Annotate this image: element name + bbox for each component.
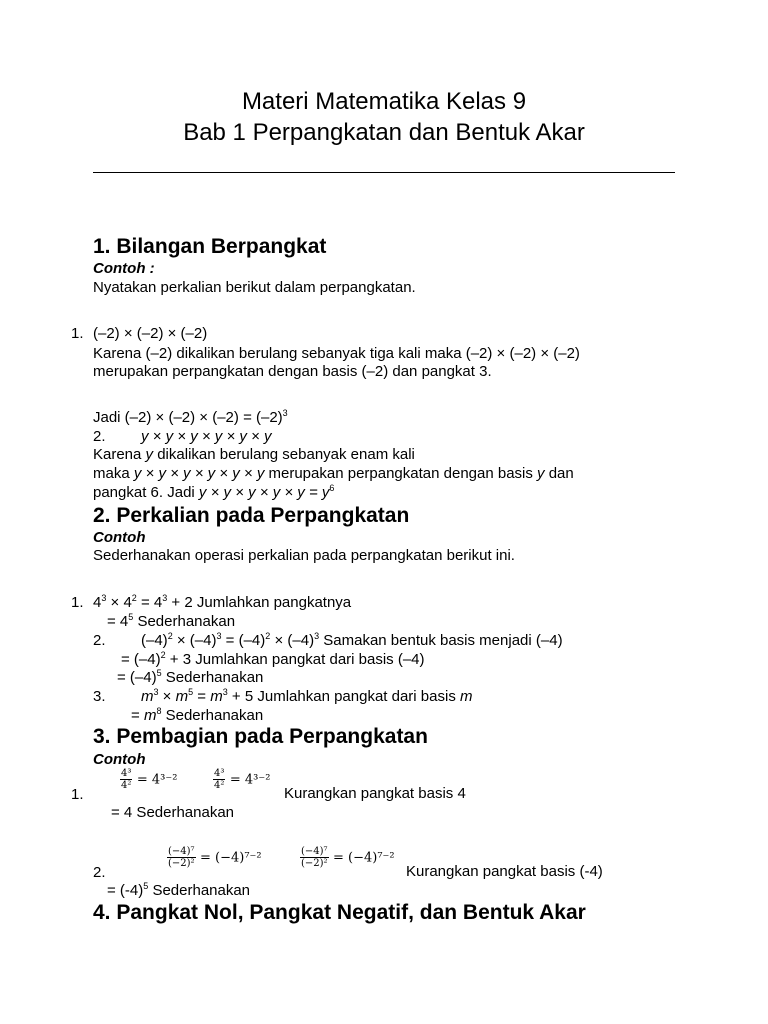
s1-example-2-explanation-cont: maka y × y × y × y × y × y merupakan perpangkatan dengan basis y dan xyxy=(93,465,574,482)
s2-item-2-step-1: $(-4)^2 \times (-4)^3 = (-4)^2 \times (-4)^3$ Samakan bentuk basis menjadi (–4) xyxy=(141,631,563,649)
s2-item-3-step-1: $m^3 \times m^5 = m^3 + 5$ Jumlahkan pangkat dari basis m xyxy=(141,687,473,705)
section-4-heading: 4. Pangkat Nol, Pangkat Negatif, dan Bentuk Akar xyxy=(93,901,586,924)
s3-example-1-formula-a: $\frac{\text{4³}}{\text{4²}}$ = 4³⁻² xyxy=(121,768,178,791)
s3-example-2-formula-a: $\frac{\text{(−4)⁷}}{\text{(−2)²}}$ = (−4)⁷⁻² xyxy=(168,846,262,869)
section-3-heading: 3. Pembagian pada Perpangkatan xyxy=(93,725,428,748)
s2-item-2-number: 2. xyxy=(93,632,106,649)
s3-example-2-note: Kurangkan pangkat basis (-4) xyxy=(406,863,603,880)
title-divider xyxy=(93,172,675,173)
s1-example-1-explanation-cont: merupakan perpangkatan dengan basis (–2) dan pangkat 3. xyxy=(93,363,492,380)
s2-item-3-step-2: = $m^8$ Sederhanakan xyxy=(131,706,264,724)
s1-example-1-conclusion: Jadi $(-2) \times (-2) \times (-2) = (-2)^3$ xyxy=(93,408,288,426)
s1-example-2-expression: y × y × y × y × y × y xyxy=(141,428,272,445)
s1-example-1-expression: (–2) × (–2) × (–2) xyxy=(93,325,208,342)
s3-example-2-number: 2. xyxy=(93,864,106,881)
section-1-contoh-label: Contoh : xyxy=(93,260,155,277)
s2-item-1-step-2: = $4^5$ Sederhanakan xyxy=(107,612,236,630)
document-title: Materi Matematika Kelas 9 xyxy=(241,88,527,115)
s3-example-2-result: = $(-4)^5$ Sederhanakan xyxy=(107,881,251,899)
document-subtitle: Bab 1 Perpangkatan dan Bentuk Akar xyxy=(183,119,585,146)
s1-example-2-explanation: Karena y dikalikan berulang sebanyak enam kali xyxy=(93,446,415,463)
s2-item-1-number: 1. xyxy=(71,594,84,611)
section-1-heading: 1. Bilangan Berpangkat xyxy=(93,235,327,258)
s2-item-1-step-1: $4^3 \times 4^2 = 4^3 + 2$ Jumlahkan pangkatnya xyxy=(93,593,352,611)
s3-example-1-number: 1. xyxy=(71,786,84,803)
s3-example-1-formula-b: $\frac{\text{4³}}{\text{4²}}$ = 4³⁻² xyxy=(214,768,271,791)
s2-item-2-step-3: = $(-4)^5$ Sederhanakan xyxy=(117,668,264,686)
s3-example-1-result: = 4 Sederhanakan xyxy=(111,804,235,821)
section-2-heading: 2. Perkalian pada Perpangkatan xyxy=(93,504,410,527)
s3-example-2-formula-b: $\frac{\text{(−4)⁷}}{\text{(−2)²}}$ = (−4)⁷⁻² xyxy=(301,846,395,869)
s2-item-3-number: 3. xyxy=(93,688,106,705)
section-1-intro: Nyatakan perkalian berikut dalam perpangkatan. xyxy=(93,279,416,296)
section-2-intro: Sederhanakan operasi perkalian pada perpangkatan berikut ini. xyxy=(93,547,515,564)
section-2-contoh-label: Contoh xyxy=(93,529,146,546)
s1-example-1-explanation: Karena (–2) dikalikan berulang sebanyak tiga kali maka (–2) × (–2) × (–2) xyxy=(93,345,580,362)
s1-example-2-conclusion: pangkat 6. Jadi $y \times y \times y \times y \times y = y^6$ xyxy=(93,483,335,501)
s1-example-1-number: 1. xyxy=(71,325,84,342)
s3-example-1-note: Kurangkan pangkat basis 4 xyxy=(284,785,466,802)
s2-item-2-step-2: = $(-4)^2 + 3$ Jumlahkan pangkat dari basis (–4) xyxy=(121,650,425,668)
section-3-contoh-label: Contoh xyxy=(93,751,146,768)
s1-example-2-number: 2. xyxy=(93,428,106,445)
